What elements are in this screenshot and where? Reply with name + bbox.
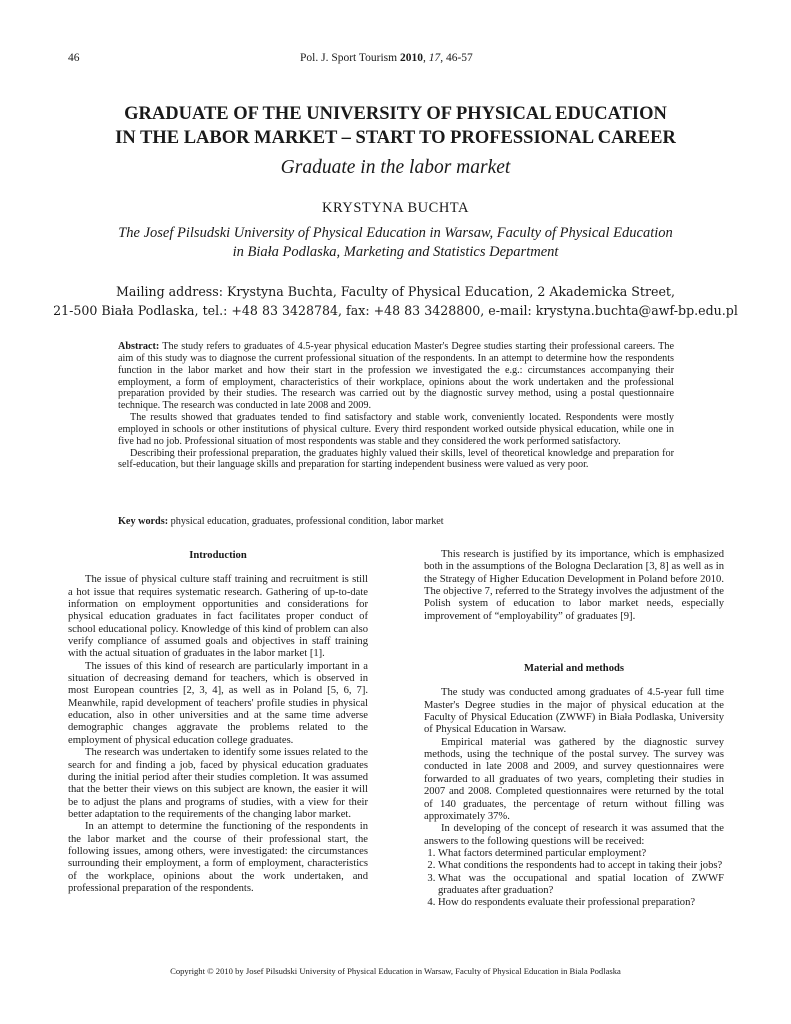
list-item: 1. What factors determined particular employment? (438, 848, 724, 860)
journal-pages: , 46-57 (440, 52, 473, 64)
title-line-1: GRADUATE OF THE UNIVERSITY OF PHYSICAL EDUCATION (124, 104, 667, 124)
right-column (424, 549, 724, 910)
intro-paragraph-2: The issues of this kind of research are particularly important in a situation of decreasing demand for teachers, which is observed in most European countries [2, 3, 4], as well as in Poland [5, 6, 7]. Meanwhile, rapid development of teachers' profile studies in physical education, also in other universities and at the same time adverse demographic changes aggravate the problems related to the employment of physical education college graduates. (68, 660, 368, 746)
left-column (68, 550, 368, 895)
abstract-paragraph-3: Describing their professional preparation, the graduates highly valued their skills, level of theoretical knowledge and preparation for self-education, but their language skills and preparation for starting independent business were valued as very poor. (118, 447, 674, 471)
abstract-label: Abstract: (118, 341, 160, 352)
abstract (118, 341, 674, 471)
keywords-label: Key words: (118, 516, 169, 527)
affiliation-line-1: The Josef Pilsudski University of Physical Education in Warsaw, Faculty of Physical Education (118, 225, 673, 241)
list-item: 3. What was the occupational and spatial location of ZWWF graduates after graduation? (438, 873, 724, 898)
intro-paragraph-3: The research was undertaken to identify some issues related to the search for and finding a job, faced by physical education graduates during the initial period after their studies completion. It was assumed that the better their views on this subject are known, the easier it will be to adjust the plans and programs of studies, with a view for their better adaptation to the requirements of the changing labor market. (68, 747, 368, 820)
mailing-line-2: 21-500 Biała Podlaska, tel.: +48 83 3428784, fax: +48 83 3428800, e-mail: krystyna.buchta@awf-bp.edu.pl (53, 303, 738, 318)
paper-subtitle: Graduate in the labor market (280, 157, 511, 178)
affiliation (60, 224, 731, 262)
journal-volume: 17 (428, 52, 441, 64)
research-questions-list (424, 848, 724, 910)
methods-paragraph-2: Empirical material was gathered by the diagnostic survey methods, using the technique of the postal survey. The survey was conducted in late 2008 and 2009, and survey questionnaires were forwarded to all graduates of two years, completing their studies in 2007 and 2008. Completed questionnaires were returned by the total of 140 graduates, the percentage of return without filling was approximately 37%. (424, 736, 724, 822)
copyright-footer: Copyright © 2010 by Josef Pilsudski University of Physical Education in Warsaw, Faculty of Physical Education in Biala Podlaska (170, 966, 621, 976)
affiliation-line-2: in Biała Podlaska, Marketing and Statistics Department (232, 244, 559, 260)
abstract-paragraph-2: The results showed that graduates tended to find satisfactory and stable work, conveniently located. Respondents were mostly employed in schools or other institutions of physical culture. Every third respondent worked outside physical education, while one in five had no job. Professional situation of most respondents was stable and they considered the work performed satisfactory. (118, 412, 674, 447)
journal-citation (300, 52, 473, 64)
title-line-2: IN THE LABOR MARKET – START TO PROFESSIONAL CAREER (115, 128, 676, 148)
intro-paragraph-1: The issue of physical culture staff training and recruitment is still a hot issue that requires systematic research. Gathering of up-to-date information on employment opportunities and considerations for physical education graduates in fact facilitates proper conduct of school educational policy. Knowledge of this kind of problem can also verify compliance of assumed goals and objectives in staff training with the actual situation of graduates in the labor market [1]. (68, 574, 368, 660)
journal-sep: , (422, 52, 429, 64)
keywords (118, 516, 674, 527)
right-paragraph-1: This research is justified by its importance, which is emphasized both in the assumptions of the Bologna Declaration [3, 8] as well as in the Strategy of Higher Education Development in Poland before 2010. The objective 7, referred to the Strategy involves the adjustment of the Polish system of education to labor market needs, especially improvement of “employability” of graduates [9]. (424, 549, 724, 622)
journal-year: 2010 (399, 52, 423, 64)
list-item: 4. How do respondents evaluate their professional preparation? (438, 897, 724, 909)
methods-heading: Material and methods (523, 663, 625, 675)
list-item: 2. What conditions the respondents had to accept in taking their jobs? (438, 860, 724, 872)
author-name: KRYSTYNA BUCHTA (322, 200, 469, 216)
methods-paragraph-3: In developing of the concept of research it was assumed that the answers to the following questions will be received: (424, 823, 724, 847)
journal-prefix: Pol. J. Sport Tourism (300, 52, 400, 64)
mailing-line-1: Mailing address: Krystyna Buchta, Faculty of Physical Education, 2 Akademicka Street, (116, 284, 675, 299)
abstract-text-1: The study refers to graduates of 4.5-year physical education Master's Degree studies starting their professional careers. The aim of this study was to diagnose the current professional situation of the respondents. In an attempt to determine how the respondents function in the labor market and how their start in the profession we investigated the e.g.: circumstances accompanying their employment, a form of employment, characteristics of their workplace, opinions about the work undertaken and the professional preparation provided by their studies. The research was carried out by the diagnostic survey method, using a postal questionnaire technique. The research was conducted in late 2008 and 2009. (118, 341, 674, 412)
paper-title (60, 102, 731, 150)
keywords-text: physical education, graduates, professional condition, labor market (168, 516, 444, 527)
intro-paragraph-4: In an attempt to determine the functioning of the respondents in the labor market and the course of their professional start, the following issues, among others, were investigated: the circumstances surrounding their employment, a form of employment, characteristics of the workplace, opinions about the work undertaken, and professional preparation of the respondents. (68, 821, 368, 894)
methods-paragraph-1: The study was conducted among graduates of 4.5-year full time Master's Degree studies in the major of physical education at the Faculty of Physical Education (ZWWF) in Biała Podlaska, University of Physical Education in Warsaw. (424, 687, 724, 736)
mailing-address (50, 282, 741, 320)
introduction-heading: Introduction (189, 550, 247, 561)
abstract-paragraph-1 (118, 341, 674, 412)
page-number: 46 (68, 52, 80, 64)
